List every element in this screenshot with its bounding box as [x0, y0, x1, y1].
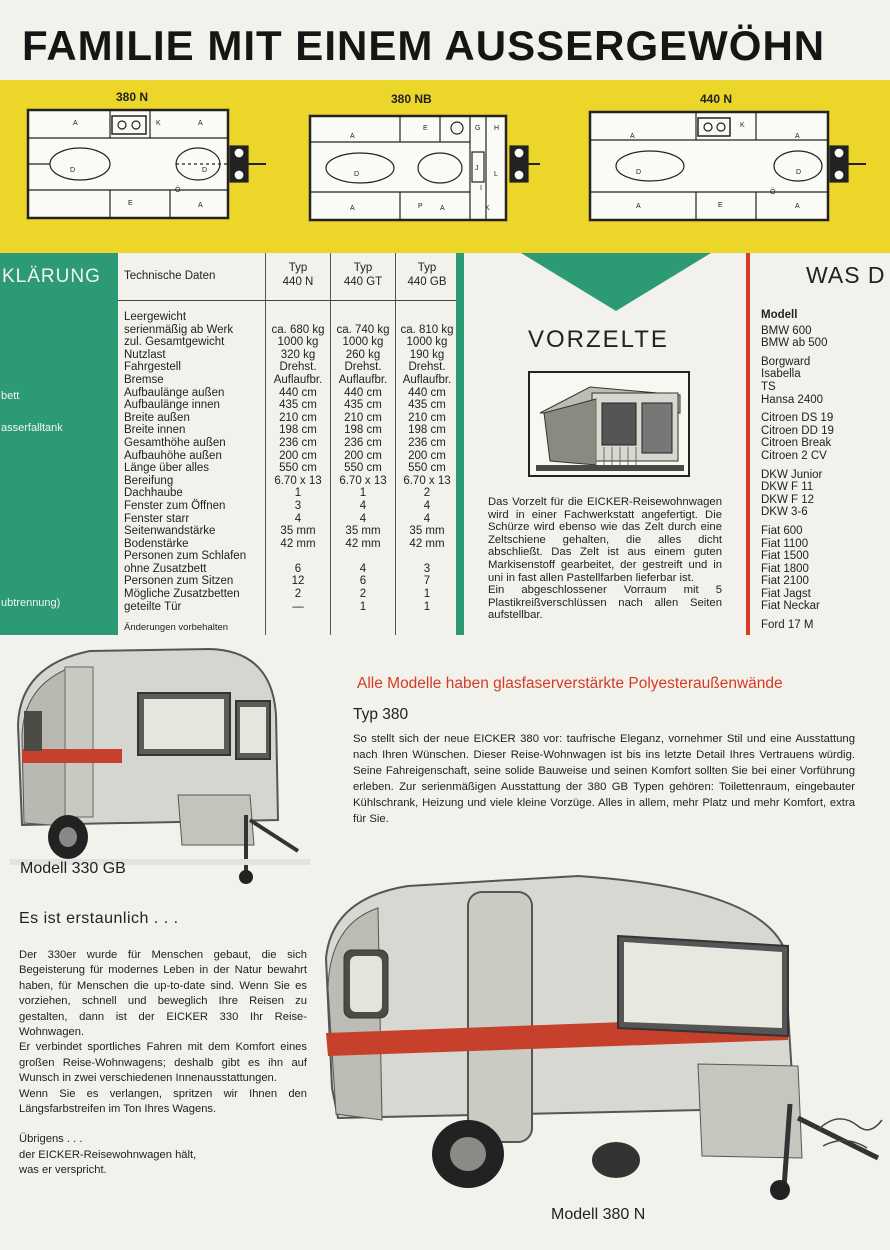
row-value: 1	[423, 588, 431, 601]
column-header-440gb: Typ 440 GB	[407, 262, 447, 288]
list-item: Fiat 600	[761, 524, 803, 537]
table-row	[124, 324, 458, 337]
row-value: 7	[423, 575, 431, 588]
row-value: 35 mm	[409, 525, 445, 538]
green-sidebar	[0, 253, 118, 635]
row-label: Fenster zum Öffnen	[124, 499, 226, 512]
row-value: 200 cm	[344, 449, 382, 462]
list-item: DKW F 12	[761, 493, 815, 506]
list-item: Citroen Break	[761, 437, 832, 450]
svg-text:J: J	[475, 165, 479, 172]
typ380-text: So stellt sich der neue EICKER 380 vor: taufrische Eleganz, vornehmer Stil und eine Ausstattung nach Ihren Wünschen. Dieser Reise-Wohnwagen ist bis ins letzte Detail Ihres Vertrauens würdig. Seine Fahreigenschaft, seine solide Bauweise und seinen Komfort sollten Sie bei einer Vorführung erleben. Zur serienmäßigen Ausstattung der 380 GB Typen gehören: Toilettenraum, eingebauter Kühlschrank, Heizung und viele kleine Vorzüge. Alles in allem, mehr Platz und mehr Komfort, extra für Sie.	[353, 733, 855, 825]
svg-text:A: A	[198, 120, 203, 127]
row-value: 190 kg	[409, 348, 445, 361]
caravan-380n-image	[318, 868, 888, 1213]
row-value: 320 kg	[280, 348, 316, 361]
row-value: 550 cm	[408, 462, 446, 475]
vorzelte-text: Das Vorzelt für die EICKER-Reisewohnwagen wird in einer Fachwerkstatt angefertigt. Die Schürze wird ebenso wie das Zelt durch eine Zeltschiene gehalten, die alles dicht abschließt. Das Zelt ist aus einem guten Markisenstoff gearbeitet, der gestreift und in uni in fast allen Pastellfarben lieferbar ist. Ein abgeschlossener Vorraum mit 5 Plastikreißverschlüssen nach allen Seiten aufstellbar.	[488, 496, 722, 622]
svg-text:Ö: Ö	[770, 189, 776, 196]
table-row	[124, 538, 458, 551]
svg-text:D: D	[70, 167, 76, 174]
list-item: Citroen DS 19	[761, 412, 834, 425]
row-value: 1	[359, 600, 367, 613]
row-value: 4	[359, 562, 367, 575]
row-value: 435 cm	[279, 399, 317, 412]
row-value: 3	[294, 499, 302, 512]
list-item: Hansa 2400	[761, 393, 824, 406]
floorplan-label-440n: 440 N	[700, 92, 733, 106]
row-value: 1	[423, 600, 431, 613]
list-item: Fiat 1800	[761, 562, 809, 575]
row-value: 1000 kg	[342, 336, 384, 349]
list-item: Fiat Neckar	[761, 600, 820, 613]
red-divider	[746, 253, 750, 635]
svg-text:D: D	[796, 169, 802, 176]
row-value: 12	[291, 575, 305, 588]
row-value: 35 mm	[280, 525, 316, 538]
table-row	[124, 500, 458, 513]
svg-text:A: A	[795, 133, 800, 140]
sidebar-heading: KLÄRUNG	[2, 266, 101, 287]
row-value: ca. 810 kg	[400, 323, 454, 336]
row-label: Gesamthöhe außen	[124, 436, 226, 449]
row-value: 6	[359, 575, 367, 588]
svg-text:D: D	[354, 171, 360, 178]
table-row	[124, 336, 458, 349]
svg-text:K: K	[156, 120, 161, 127]
row-label: Personen zum Schlafen	[124, 550, 247, 563]
spec-table	[124, 311, 458, 613]
row-label: Länge über alles	[124, 462, 210, 475]
model-list-label: Modell	[761, 309, 798, 321]
car-model-list	[761, 309, 834, 632]
floorplan-380n	[28, 110, 266, 218]
row-value: 435 cm	[344, 399, 382, 412]
row-value: Drehst.	[279, 361, 317, 374]
table-row	[124, 450, 458, 463]
row-value: 2	[423, 487, 431, 500]
row-value: 440 cm	[344, 386, 382, 399]
row-value: 4	[294, 512, 302, 525]
sidebar-fragment: ubtrennung)	[1, 597, 61, 609]
table-row	[124, 550, 458, 563]
row-label: Mögliche Zusatzbetten	[124, 588, 240, 601]
green-divider	[456, 253, 464, 635]
column-header-440n: Typ 440 N	[282, 262, 314, 288]
list-item: BMW 600	[761, 324, 812, 337]
table-row	[124, 424, 458, 437]
svg-text:K: K	[740, 122, 745, 129]
row-label: Nutzlast	[124, 348, 166, 361]
plan-a-letter: A	[73, 120, 78, 127]
compatible-cars-heading: WAS D	[806, 262, 886, 288]
table-footnote: Änderungen vorbehalten	[124, 622, 229, 633]
table-row	[124, 563, 458, 576]
row-value: 3	[423, 562, 431, 575]
column-header-440gt: Typ 440 GT	[343, 262, 383, 288]
sidebar-fragment: bett	[1, 390, 20, 402]
row-value: 198 cm	[279, 424, 317, 437]
list-item: Fiat 1500	[761, 550, 809, 563]
table-row	[124, 361, 458, 374]
table-row	[124, 399, 458, 412]
list-item: DKW F 11	[761, 481, 814, 494]
svg-text:A: A	[350, 205, 355, 212]
svg-text:G: G	[475, 125, 481, 132]
svg-text:A: A	[440, 205, 445, 212]
svg-text:E: E	[718, 202, 723, 209]
row-label: Fenster starr	[124, 512, 190, 525]
row-value: 236 cm	[344, 436, 382, 449]
caravan-330gb-image	[10, 645, 310, 890]
svg-text:A: A	[350, 133, 355, 140]
row-value: —	[292, 600, 304, 613]
row-value: Auflaufbr.	[402, 373, 452, 386]
svg-text:K: K	[485, 205, 490, 212]
floorplans-svg	[0, 80, 890, 253]
feature-heading: Alle Modelle haben glasfaserverstärkte Polyesteraußenwände	[357, 675, 783, 692]
list-item: Isabella	[761, 368, 801, 381]
row-value: 4	[359, 512, 367, 525]
header-rule	[118, 300, 458, 301]
list-item: Ford 17 M	[761, 619, 814, 632]
table-row	[124, 475, 458, 488]
svg-text:A: A	[636, 203, 641, 210]
row-label: Breite außen	[124, 411, 190, 424]
row-value: 1	[359, 487, 367, 500]
svg-text:L: L	[494, 171, 498, 178]
row-value: 1000 kg	[277, 336, 319, 349]
floorplan-label-380nb: 380 NB	[391, 92, 432, 106]
row-value: 200 cm	[408, 449, 446, 462]
table-row	[124, 487, 458, 500]
row-label: Fahrgestell	[124, 361, 181, 374]
list-item: DKW Junior	[761, 468, 823, 481]
svg-text:D: D	[202, 167, 208, 174]
row-label: Breite innen	[124, 424, 186, 437]
row-value: Auflaufbr.	[338, 373, 388, 386]
row-label: Bereifung	[124, 474, 174, 487]
floorplan-label-380n: 380 N	[116, 90, 149, 104]
awning-image	[530, 373, 688, 475]
svg-text:E: E	[423, 125, 428, 132]
erstaunlich-text: Der 330er wurde für Menschen gebaut, die sich Begeisterung für modernes Leben in der Natur bewahrt haben, für Menschen die up-to-date sind. Wenn Sie es vorziehen, schnell und beweglich Ihre Reisen zu gestalten, dann ist der EICKER 330 Ihr Reise-Wohnwagen. Er verbindet sportliches Fahren mit dem Komfort eines großen Reise-Wohnwagens; deshalb gibt es ihn auf Wunsch in zwei verschiedenen Innenausstattungen. Wenn Sie es verlangen, spritzen wir Ihnen den Längsfarbstreifen im Ton Ihres Wagens. Übrigens . . . der EICKER-Reisewohnwagen hält, was er verspricht.	[19, 949, 307, 1177]
table-header-label: Technische Daten	[124, 270, 216, 282]
row-value: Drehst.	[408, 361, 446, 374]
row-value: ca. 740 kg	[336, 323, 390, 336]
list-item: DKW 3-6	[761, 506, 808, 519]
row-label: Bodenstärke	[124, 537, 189, 550]
row-value: 260 kg	[345, 348, 381, 361]
sidebar-fragment: asserfalltank	[1, 422, 63, 434]
row-value: 440 cm	[408, 386, 446, 399]
floorplan-440n	[590, 112, 866, 220]
row-value: 200 cm	[279, 449, 317, 462]
row-label: geteilte Tür	[124, 600, 182, 613]
row-value: 4	[423, 499, 431, 512]
row-value: ca. 680 kg	[271, 323, 325, 336]
table-row	[124, 462, 458, 475]
row-label: zul. Gesamtgewicht	[124, 336, 225, 349]
row-value: 236 cm	[279, 436, 317, 449]
row-value: 4	[423, 512, 431, 525]
row-value: 1	[294, 487, 302, 500]
green-triangle	[521, 253, 711, 311]
row-value: 1000 kg	[406, 336, 448, 349]
vorzelte-title: VORZELTE	[528, 326, 669, 353]
table-row	[124, 387, 458, 400]
row-label: Aufbaulänge innen	[124, 399, 220, 412]
row-value: 210 cm	[408, 411, 446, 424]
row-label: serienmäßig ab Werk	[124, 323, 234, 336]
row-value: 42 mm	[280, 537, 316, 550]
list-item: Citroen DD 19	[761, 424, 834, 437]
list-item: Fiat 1100	[761, 537, 809, 550]
row-value: 550 cm	[344, 462, 382, 475]
svg-text:A: A	[795, 203, 800, 210]
tent-illustration	[528, 371, 690, 477]
row-value: 440 cm	[279, 386, 317, 399]
table-row	[124, 513, 458, 526]
svg-text:A: A	[630, 133, 635, 140]
list-item: Citroen 2 CV	[761, 449, 827, 462]
row-value: 236 cm	[408, 436, 446, 449]
row-value: 6.70 x 13	[339, 474, 387, 487]
list-item: TS	[761, 380, 776, 393]
svg-text:Ö: Ö	[175, 187, 181, 194]
row-value: 210 cm	[344, 411, 382, 424]
table-row	[124, 349, 458, 362]
row-label: Aufbauhöhe außen	[124, 449, 222, 462]
table-row	[124, 575, 458, 588]
row-value: Auflaufbr.	[273, 373, 323, 386]
page-headline: FAMILIE MIT EINEM AUSSERGEWÖHN	[22, 22, 826, 69]
row-value: 435 cm	[408, 399, 446, 412]
table-row	[124, 311, 458, 324]
svg-text:I: I	[480, 185, 482, 192]
row-label: Personen zum Sitzen	[124, 575, 234, 588]
row-label: Leergewicht	[124, 311, 187, 323]
svg-text:H: H	[494, 125, 500, 132]
row-value: 2	[359, 588, 367, 601]
row-value: 42 mm	[345, 537, 381, 550]
caption-380n: Modell 380 N	[551, 1206, 646, 1223]
row-value: 2	[294, 588, 302, 601]
row-value: 42 mm	[409, 537, 445, 550]
caption-330gb: Modell 330 GB	[20, 860, 126, 877]
list-item: Fiat 2100	[761, 575, 809, 588]
row-value: 6.70 x 13	[274, 474, 322, 487]
row-value: 210 cm	[279, 411, 317, 424]
svg-text:E: E	[128, 200, 133, 207]
row-value: Drehst.	[344, 361, 382, 374]
table-row	[124, 374, 458, 387]
list-item: Borgward	[761, 355, 811, 368]
list-item: Fiat Jagst	[761, 587, 811, 600]
row-label: Dachhaube	[124, 487, 183, 500]
list-item: BMW ab 500	[761, 337, 828, 350]
row-value: 198 cm	[408, 424, 446, 437]
erstaunlich-heading: Es ist erstaunlich . . .	[19, 910, 179, 927]
row-value: 6	[294, 562, 302, 575]
table-row	[124, 437, 458, 450]
table-row	[124, 412, 458, 425]
row-value: 198 cm	[344, 424, 382, 437]
row-value: 4	[359, 499, 367, 512]
svg-text:P: P	[418, 203, 423, 210]
row-label: Aufbaulänge außen	[124, 386, 225, 399]
row-label: Bremse	[124, 373, 164, 386]
row-label: ohne Zusatzbett	[124, 562, 207, 575]
svg-text:A: A	[198, 202, 203, 209]
typ380-heading: Typ 380	[353, 706, 409, 723]
table-row	[124, 525, 458, 538]
svg-text:D: D	[636, 169, 642, 176]
row-value: 6.70 x 13	[403, 474, 451, 487]
table-row	[124, 601, 458, 614]
row-label: Seitenwandstärke	[124, 525, 216, 538]
row-value: 35 mm	[345, 525, 381, 538]
table-row	[124, 588, 458, 601]
row-value: 550 cm	[279, 462, 317, 475]
